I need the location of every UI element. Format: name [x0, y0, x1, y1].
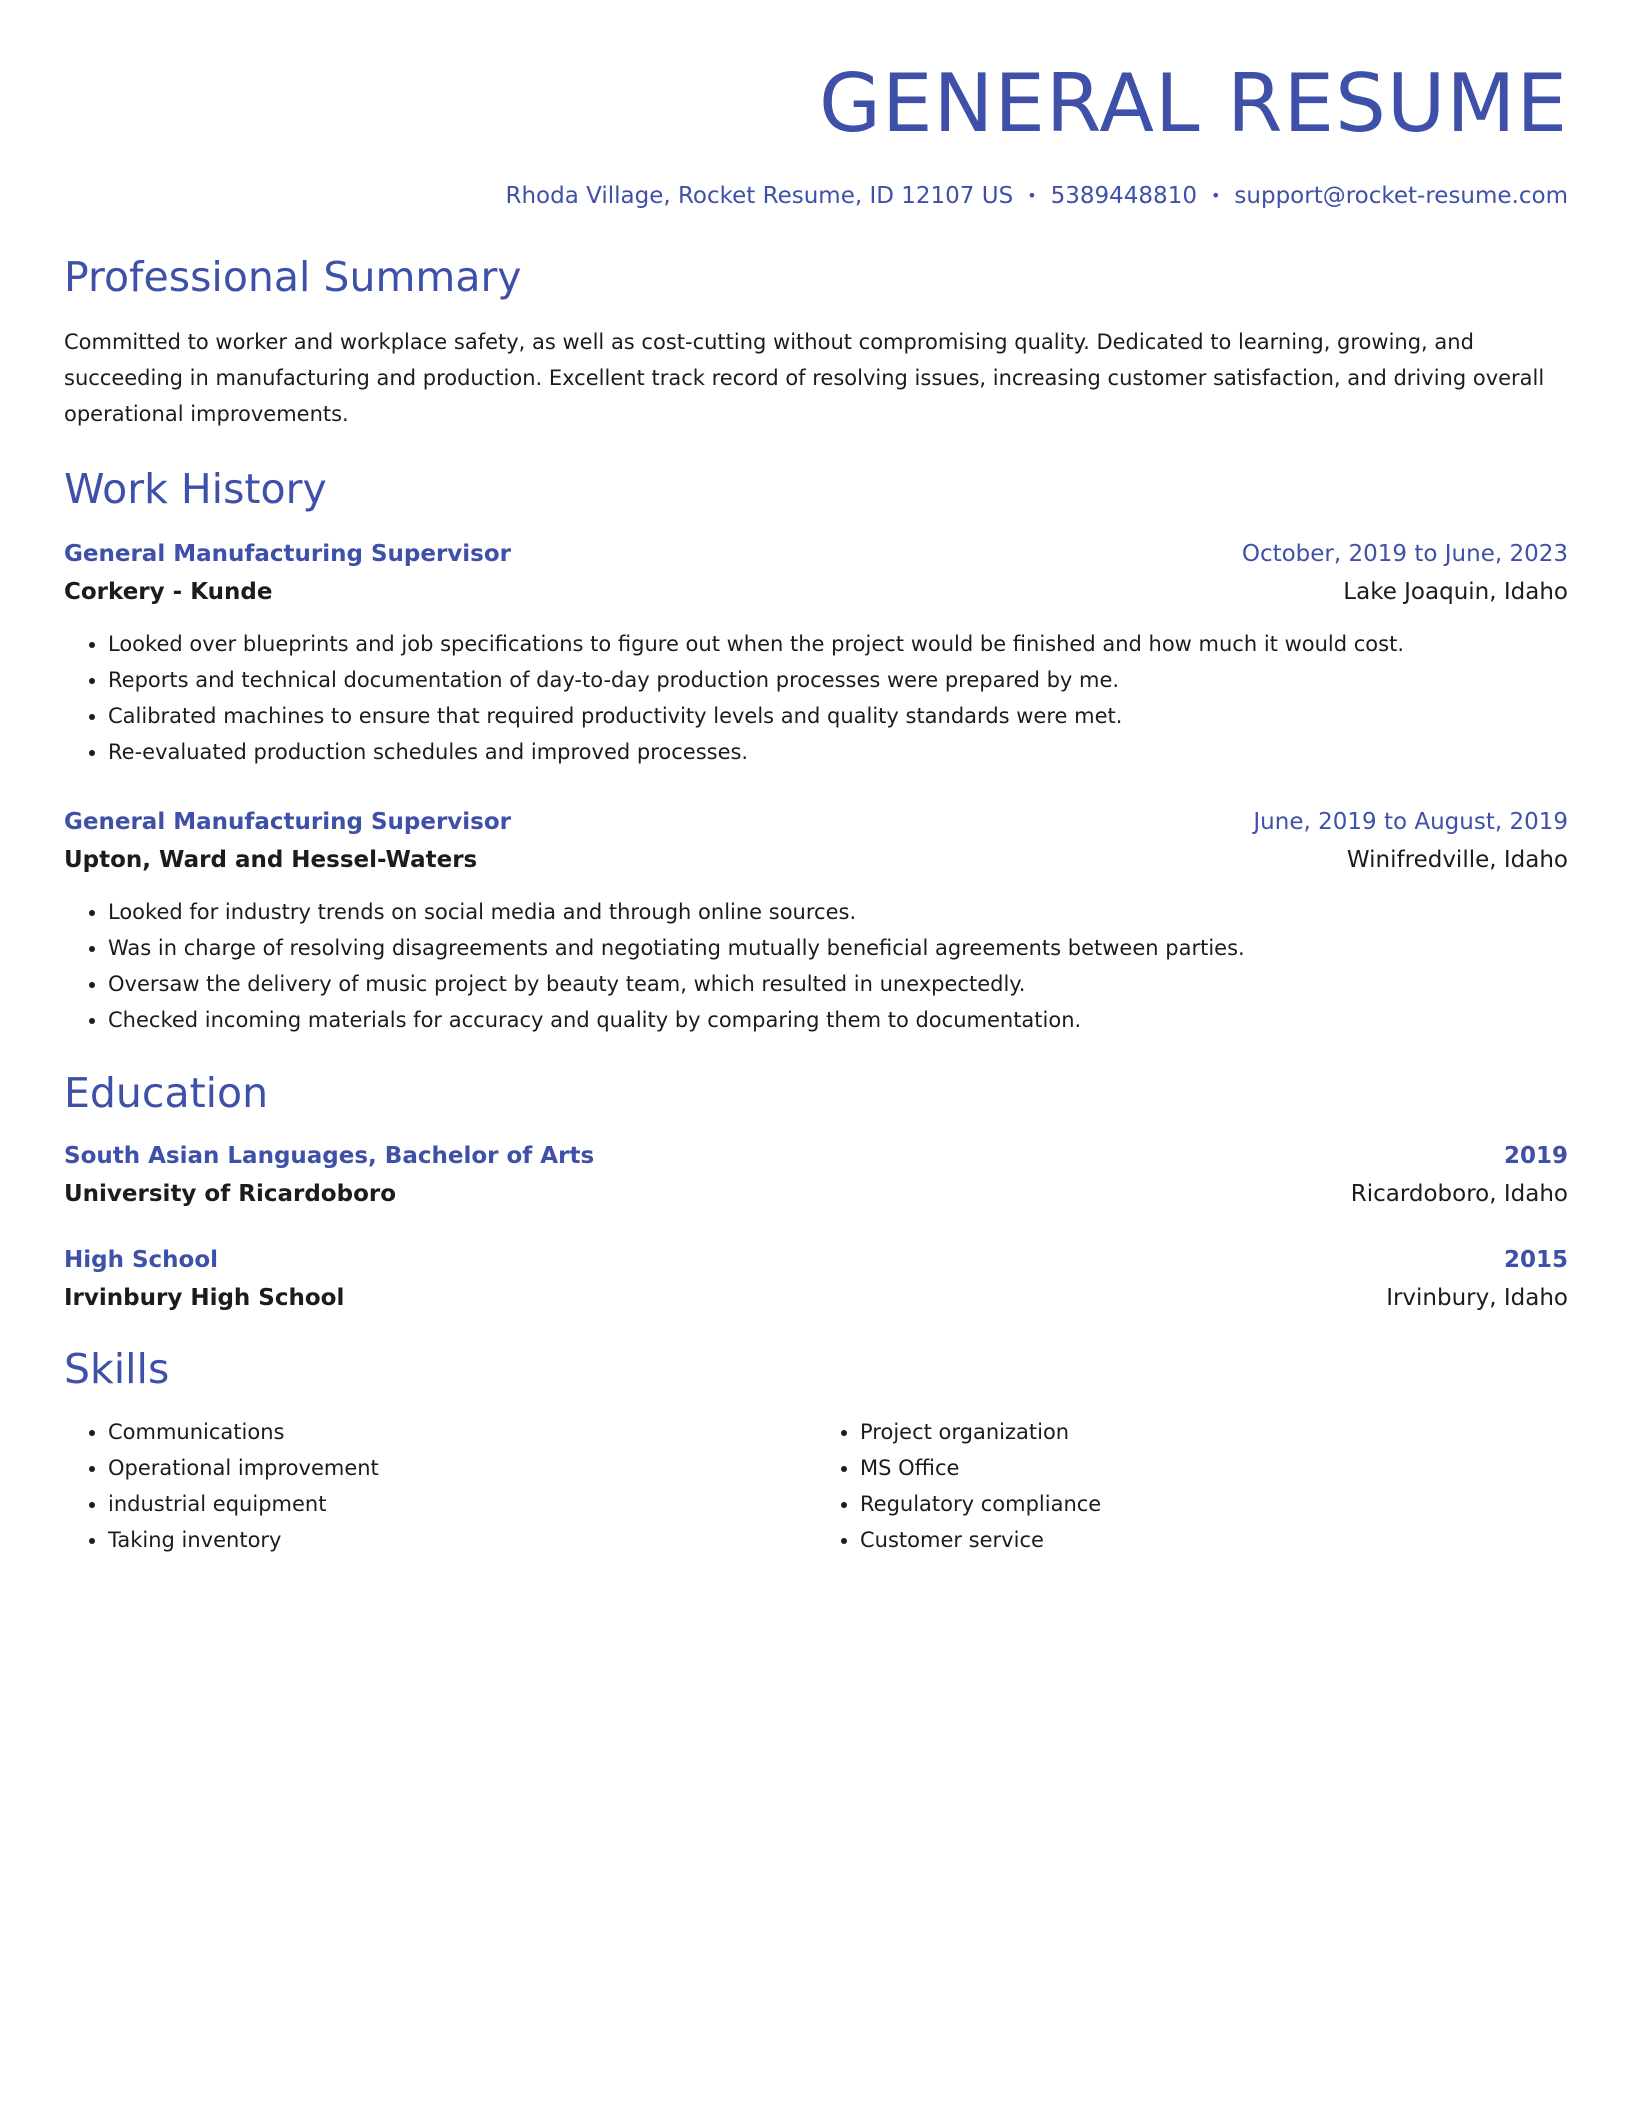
job-dates: October, 2019 to June, 2023 — [1241, 541, 1568, 567]
education-location: Irvinbury, Idaho — [1386, 1285, 1568, 1311]
education-school-row — [64, 1282, 1568, 1314]
job-bullet: • Checked incoming materials for accuracy and quality by comparing them to documentation. — [108, 1002, 1568, 1038]
education-school-row — [64, 1178, 1568, 1210]
resume-header — [64, 56, 1568, 212]
education-header-row — [64, 1140, 1568, 1172]
job-entry — [64, 538, 1568, 770]
skill-item: • industrial equipment — [108, 1486, 816, 1522]
skills-column-right — [816, 1414, 1568, 1558]
job-title: General Manufacturing Supervisor — [64, 541, 512, 567]
summary-heading: Professional Summary — [64, 253, 522, 301]
education-year: 2015 — [1503, 1247, 1568, 1273]
education-degree: South Asian Languages, Bachelor of Arts — [64, 1143, 595, 1169]
contact-address: Rhoda Village, Rocket Resume, ID 12107 US — [505, 183, 1014, 209]
job-company: Corkery - Kunde — [64, 579, 273, 605]
job-company-row — [64, 844, 1568, 876]
job-bullets — [64, 894, 1568, 1038]
job-company-row — [64, 576, 1568, 608]
job-bullet: • Re-evaluated production schedules and improved processes. — [108, 734, 1568, 770]
education-header-row — [64, 1244, 1568, 1276]
skill-item: • Project organization — [860, 1414, 1568, 1450]
skill-item: • Operational improvement — [108, 1450, 816, 1486]
document-title: GENERAL RESUME — [818, 57, 1568, 150]
job-entry — [64, 806, 1568, 1038]
job-bullet: • Looked for industry trends on social media and through online sources. — [108, 894, 1568, 930]
job-bullet: • Reports and technical documentation of day-to-day production processes were prepared by me. — [108, 662, 1568, 698]
skill-item: • Communications — [108, 1414, 816, 1450]
contact-separator: • — [1210, 186, 1221, 205]
skills-list — [64, 1414, 1568, 1558]
education-entry — [64, 1244, 1568, 1314]
job-bullet: • Oversaw the delivery of music project by beauty team, which resulted in unexpectedly. — [108, 966, 1568, 1002]
education-degree: High School — [64, 1247, 219, 1273]
contact-phone: 5389448810 — [1050, 183, 1197, 209]
job-company: Upton, Ward and Hessel-Waters — [64, 847, 478, 873]
skills-column-left — [64, 1414, 816, 1558]
contact-email: support@rocket-resume.com — [1234, 183, 1568, 209]
skill-item: • Regulatory compliance — [860, 1486, 1568, 1522]
contact-line — [64, 180, 1568, 212]
education-heading: Education — [64, 1069, 269, 1117]
job-header-row — [64, 806, 1568, 838]
job-location: Winifredville, Idaho — [1346, 847, 1568, 873]
education-school: Irvinbury High School — [64, 1285, 345, 1311]
skill-item: • MS Office — [860, 1450, 1568, 1486]
skill-item: • Customer service — [860, 1522, 1568, 1558]
job-location: Lake Joaquin, Idaho — [1343, 579, 1568, 605]
skill-item: • Taking inventory — [108, 1522, 816, 1558]
job-bullets — [64, 626, 1568, 770]
education-entry — [64, 1140, 1568, 1210]
contact-separator: • — [1027, 186, 1037, 205]
education-location: Ricardoboro, Idaho — [1350, 1181, 1568, 1207]
job-bullet: • Was in charge of resolving disagreements and negotiating mutually beneficial agreements between parties. — [108, 930, 1568, 966]
job-header-row — [64, 538, 1568, 570]
job-bullet: • Calibrated machines to ensure that required productivity levels and quality standards were met. — [108, 698, 1568, 734]
education-school: University of Ricardoboro — [64, 1181, 397, 1207]
skills-heading: Skills — [64, 1345, 170, 1393]
job-title: General Manufacturing Supervisor — [64, 809, 512, 835]
summary-text: Committed to worker and workplace safety, as well as cost-cutting without compromising quality. Dedicated to learning, growing, and succeeding in manufacturing and production. Excellent track record of resolving issues, increasing customer satisfaction, and driving overall operational improvements. — [64, 330, 1545, 426]
job-bullet: • Looked over blueprints and job specifications to figure out when the project would be finished and how much it would cost. — [108, 626, 1568, 662]
education-year: 2019 — [1503, 1143, 1568, 1169]
work-history-heading: Work History — [64, 465, 327, 513]
job-dates: June, 2019 to August, 2019 — [1253, 809, 1568, 835]
